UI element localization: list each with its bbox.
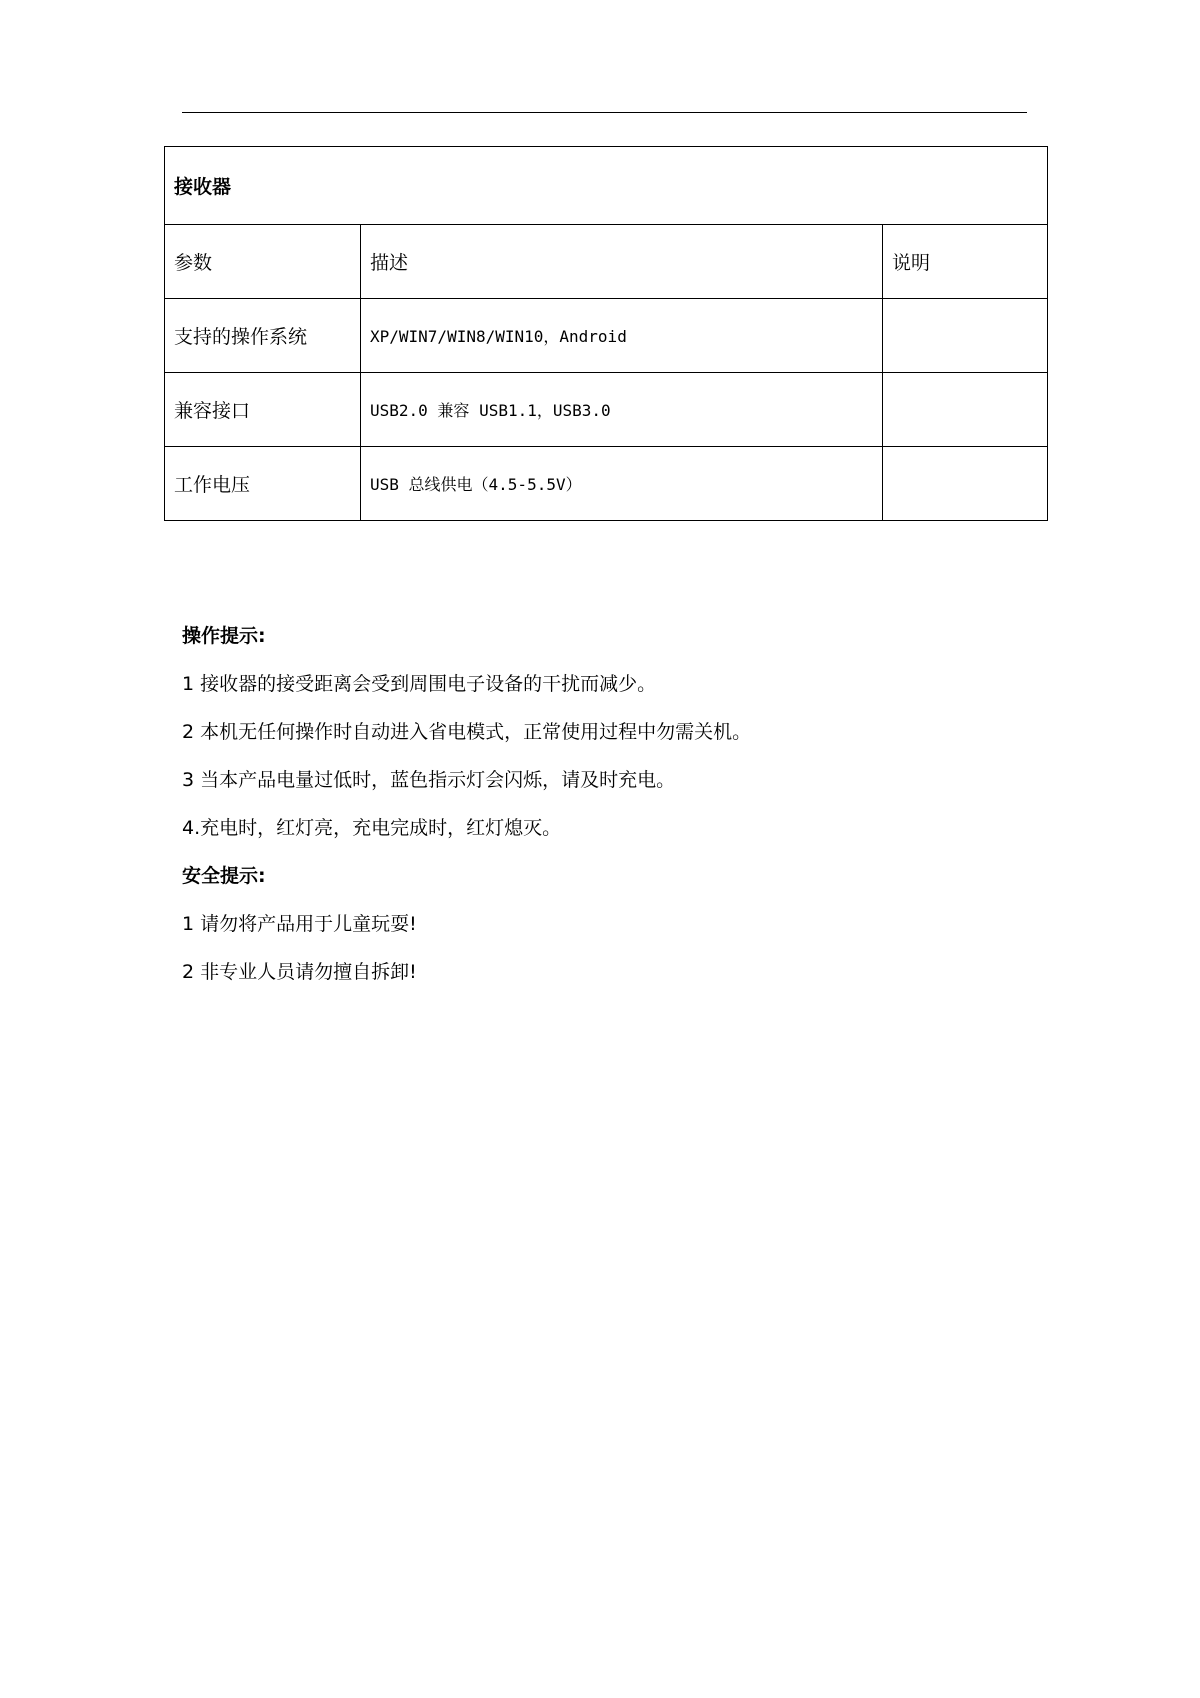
table-row <box>165 447 1048 521</box>
row-note <box>883 373 1048 447</box>
operation-item: 3 当本产品电量过低时，蓝色指示灯会闪烁，请及时充电。 <box>182 769 676 791</box>
safety-item: 1 请勿将产品用于儿童玩耍! <box>182 913 417 935</box>
table-title: 接收器 <box>165 147 1048 225</box>
table-row <box>165 373 1048 447</box>
header-param: 参数 <box>165 225 361 299</box>
operation-item: 2 本机无任何操作时自动进入省电模式，正常使用过程中勿需关机。 <box>182 721 752 743</box>
table-title-row <box>165 147 1048 225</box>
row-param: 支持的操作系统 <box>165 299 361 373</box>
row-desc: USB2.0 兼容 USB1.1，USB3.0 <box>361 373 883 447</box>
row-desc: USB 总线供电（4.5-5.5V） <box>361 447 883 521</box>
spec-table <box>164 146 1048 521</box>
row-note <box>883 299 1048 373</box>
operation-item: 1 接收器的接受距离会受到周围电子设备的干扰而减少。 <box>182 673 657 695</box>
row-param: 工作电压 <box>165 447 361 521</box>
row-desc: XP/WIN7/WIN8/WIN10，Android <box>361 299 883 373</box>
row-param: 兼容接口 <box>165 373 361 447</box>
safety-item: 2 非专业人员请勿擅自拆卸! <box>182 961 417 983</box>
operation-heading: 操作提示: <box>182 625 266 647</box>
header-note: 说明 <box>883 225 1048 299</box>
table-row <box>165 299 1048 373</box>
operation-item: 4.充电时，红灯亮，充电完成时，红灯熄灭。 <box>182 817 562 839</box>
table-header-row <box>165 225 1048 299</box>
header-desc: 描述 <box>361 225 883 299</box>
header-rule <box>182 112 1027 113</box>
row-note <box>883 447 1048 521</box>
notes-section <box>182 612 1042 996</box>
safety-heading: 安全提示: <box>182 865 266 887</box>
